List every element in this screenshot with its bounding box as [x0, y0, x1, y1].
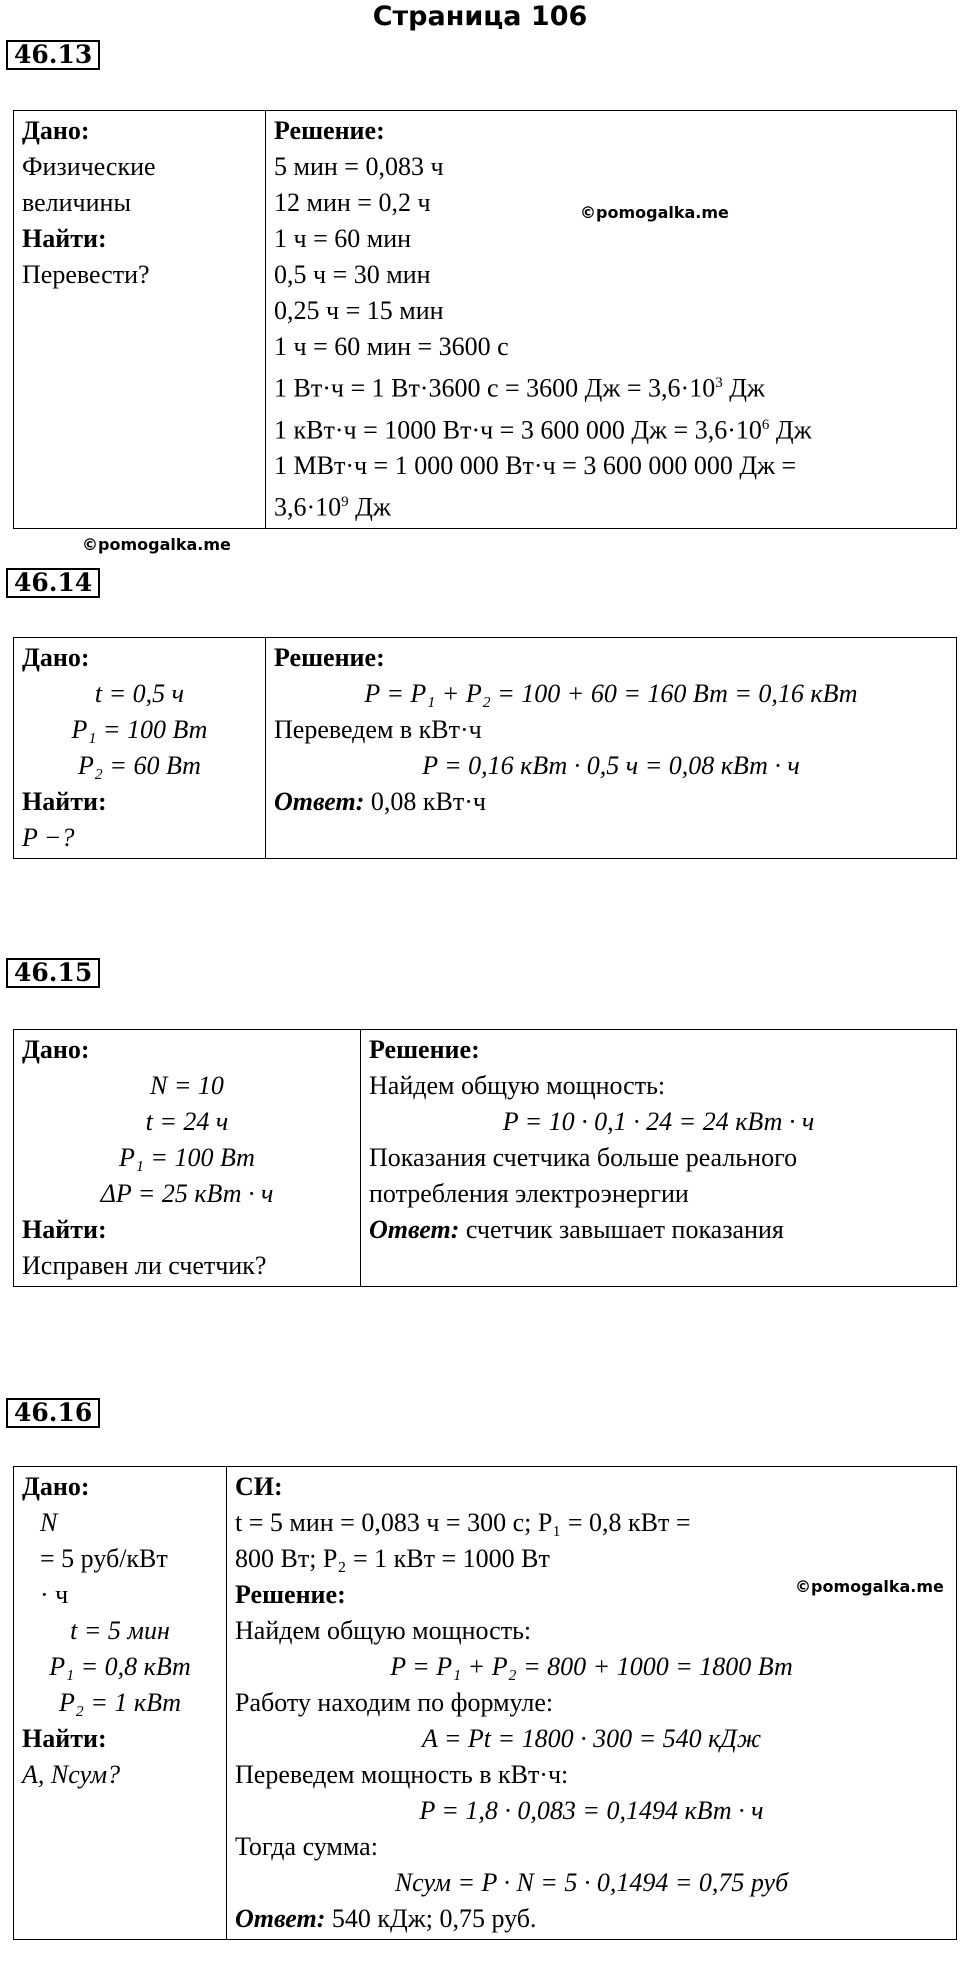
given-column	[14, 1030, 361, 1287]
solution-line: Найдем общую мощность:	[235, 1616, 532, 1645]
find-line: A, Nсум?	[22, 1760, 121, 1789]
given-heading: Дано:	[22, 1035, 90, 1064]
solution-line: Переведем в кВт·ч	[274, 715, 482, 744]
task-table-46-15	[13, 1029, 957, 1287]
solution-column	[266, 111, 957, 529]
given-heading: Дано:	[22, 116, 90, 145]
formula-line: A = Pt = 1800 · 300 = 540 кДж	[421, 1724, 762, 1753]
given-line: · ч	[40, 1580, 69, 1609]
solution-line: 12 мин = 0,2 ч	[274, 188, 431, 217]
given-line: P₁ = 100 Вт	[119, 1143, 255, 1172]
task-table-46-16	[13, 1466, 957, 1940]
solution-line: 1 МВт·ч = 1 000 000 Вт·ч = 3 600 000 000 Дж =	[274, 451, 797, 481]
task-number-46-14: 46.14	[6, 568, 100, 598]
formula-line: P = P₁ + P₂ = 800 + 1000 = 1800 Вт	[390, 1652, 793, 1681]
formula-line: P = P₁ + P₂ = 100 + 60 = 160 Вт = 0,16 кВт	[364, 679, 858, 708]
solution-line: 0,5 ч = 30 мин	[274, 260, 431, 289]
solution-line: $3,6\cdot 10^9$ Дж	[274, 492, 391, 522]
find-line: P −?	[22, 823, 75, 852]
given-line: t = 5 мин	[70, 1616, 170, 1645]
formula-line: P = 10 · 0,1 · 24 = 24 кВт · ч	[502, 1107, 815, 1136]
solution-line: 1 ч = 60 мин = 3600 с	[274, 332, 509, 361]
given-line: t = 0,5 ч	[94, 679, 185, 708]
formula-line: P = 1,8 · 0,083 = 0,1494 кВт · ч	[419, 1796, 764, 1825]
formula-line: Nсум = P · N = 5 · 0,1494 = 0,75 руб	[394, 1868, 789, 1897]
given-line: величины	[22, 188, 131, 217]
si-heading: СИ:	[235, 1472, 283, 1501]
find-heading: Найти:	[22, 1215, 107, 1244]
solution-line: потребления электроэнергии	[369, 1179, 689, 1208]
page-title: Страница 106	[372, 1, 588, 32]
solution-line: 1 кВт·ч = 1000 Вт·ч = 3 600 000 Дж = $3,6\cdot 10^6$ Дж	[274, 415, 812, 445]
solution-line: Работу находим по формуле:	[235, 1688, 554, 1717]
given-line: Физические	[22, 152, 156, 181]
solution-column	[361, 1030, 957, 1287]
si-line: 800 Вт; P₂ = 1 кВт = 1000 Вт	[235, 1544, 550, 1573]
solution-column	[227, 1467, 957, 1940]
solution-line: 5 мин = 0,083 ч	[274, 152, 444, 181]
given-column	[14, 111, 266, 529]
solution-line: 1 ч = 60 мин	[274, 224, 412, 253]
given-line: N = 10	[150, 1071, 224, 1100]
solution-line: 1 Вт·ч = 1 Вт·3600 с = 3600 Дж = $3,6\cdot 10^3$ Дж	[274, 373, 765, 403]
given-line: P₂ = 1 кВт	[58, 1688, 182, 1717]
given-line: ΔP = 25 кВт · ч	[100, 1179, 274, 1208]
answer-line: Ответ: счетчик завышает показания	[369, 1215, 784, 1244]
task-table-46-14	[13, 637, 957, 859]
solution-line: Тогда сумма:	[235, 1832, 378, 1861]
formula-line: P = 0,16 кВт · 0,5 ч = 0,08 кВт · ч	[422, 751, 800, 780]
find-heading: Найти:	[22, 224, 107, 253]
answer-line: Ответ: 0,08 кВт·ч	[274, 787, 486, 816]
answer-line: Ответ: 540 кДж; 0,75 руб.	[235, 1904, 537, 1933]
solution-line: Переведем мощность в кВт·ч:	[235, 1760, 569, 1789]
si-line: t = 5 мин = 0,083 ч = 300 с; P₁ = 0,8 кВт =	[235, 1508, 691, 1537]
given-line: N	[40, 1508, 58, 1537]
given-column	[14, 1467, 227, 1940]
solution-line: Найдем общую мощность:	[369, 1071, 666, 1100]
given-line: P₁ = 0,8 кВт	[49, 1652, 191, 1681]
given-line: P₂ = 60 Вт	[78, 751, 201, 780]
given-line: = 5 руб/кВт	[40, 1544, 168, 1573]
given-line: P₁ = 100 Вт	[71, 715, 208, 744]
solution-column	[266, 638, 957, 859]
given-heading: Дано:	[22, 643, 90, 672]
given-line: t = 24 ч	[145, 1107, 229, 1136]
task-number-46-15: 46.15	[6, 958, 100, 988]
find-heading: Найти:	[22, 787, 107, 816]
watermark: ©pomogalka.me	[795, 1577, 944, 1596]
given-heading: Дано:	[22, 1472, 90, 1501]
find-line: Исправен ли счетчик?	[22, 1251, 267, 1280]
solution-heading: Решение:	[274, 643, 385, 672]
solution-heading: Решение:	[235, 1580, 346, 1609]
task-table-46-13	[13, 110, 957, 529]
solution-line: 0,25 ч = 15 мин	[274, 296, 444, 325]
given-column	[14, 638, 266, 859]
find-heading: Найти:	[22, 1724, 107, 1753]
task-number-46-16: 46.16	[6, 1398, 100, 1428]
solution-heading: Решение:	[369, 1035, 480, 1064]
find-line: Перевести?	[22, 260, 150, 289]
solution-heading: Решение:	[274, 116, 385, 145]
task-number-46-13: 46.13	[6, 40, 100, 70]
watermark: ©pomogalka.me	[580, 203, 729, 222]
watermark: ©pomogalka.me	[82, 535, 231, 554]
solution-line: Показания счетчика больше реального	[369, 1143, 798, 1172]
